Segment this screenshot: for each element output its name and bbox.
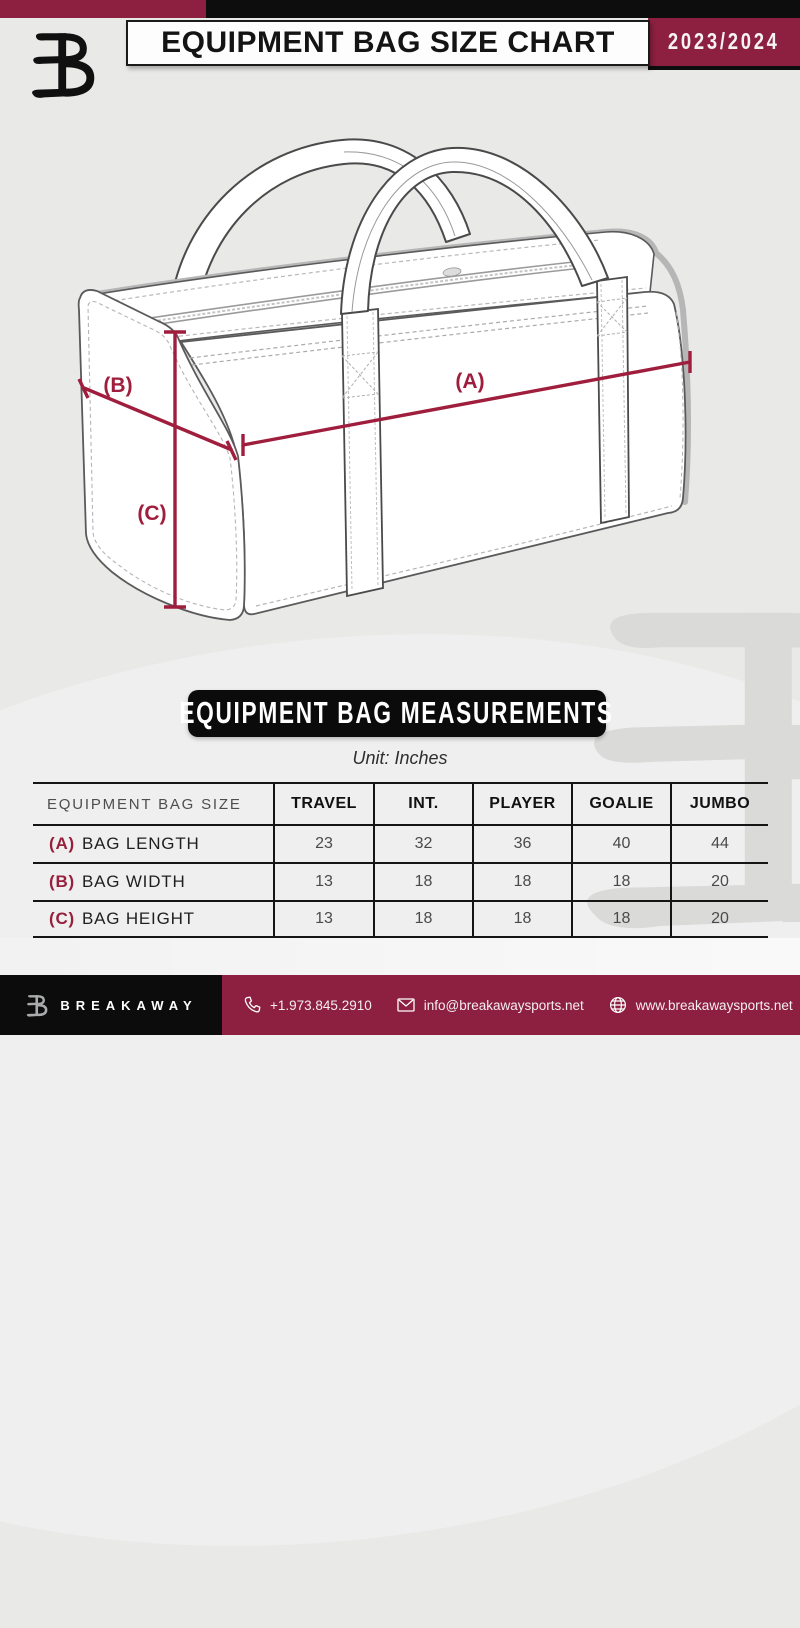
phone-number: +1.973.845.2910: [270, 997, 372, 1013]
value-cell: 23: [273, 824, 373, 862]
season-badge: [648, 18, 800, 66]
column-header-int: INT.: [373, 782, 472, 824]
brand-logo-icon-footer: [24, 988, 50, 1022]
column-header-player: PLAYER: [472, 782, 571, 824]
measurements-banner: [179, 690, 615, 737]
value-cell: 40: [571, 824, 670, 862]
value-cell: 36: [472, 824, 571, 862]
column-header-jumbo: JUMBO: [670, 782, 768, 824]
value-cell: 18: [472, 862, 571, 900]
title-box: [126, 20, 650, 66]
brand-name: BREAKAWAY: [60, 997, 198, 1013]
globe-icon: [608, 995, 628, 1015]
row-label-bag-length: (A) BAG LENGTH: [33, 824, 273, 862]
value-cell: 18: [571, 900, 670, 938]
background-swoosh-footer: [0, 938, 800, 975]
row-label-bag-width: (B) BAG WIDTH: [33, 862, 273, 900]
website-url: www.breakawaysports.net: [635, 997, 793, 1013]
footer-brand-block: [0, 975, 222, 1035]
dimension-label-a: (A): [455, 370, 485, 393]
measurements-banner-title: EQUIPMENT BAG MEASUREMENTS: [179, 696, 615, 730]
size-table: [33, 782, 768, 938]
value-cell: 20: [670, 900, 768, 938]
column-header-goalie: GOALIE: [571, 782, 670, 824]
season-label: 2023/2024: [668, 28, 780, 55]
phone-contact[interactable]: [242, 995, 372, 1015]
duffel-bag-illustration: [0, 120, 800, 690]
value-cell: 13: [273, 862, 373, 900]
footer: [0, 975, 800, 1035]
header-black-strip: [206, 0, 800, 18]
value-cell: 32: [373, 824, 472, 862]
value-cell: 20: [670, 862, 768, 900]
row-key: (C): [49, 909, 75, 928]
value-cell: 18: [472, 900, 571, 938]
dimension-label-b: (B): [103, 374, 133, 397]
email-address: info@breakawaysports.net: [423, 997, 584, 1013]
row-key: (A): [49, 834, 75, 853]
table-header-size: EQUIPMENT BAG SIZE: [33, 782, 273, 824]
value-cell: 18: [373, 862, 472, 900]
row-label-bag-height: (C) BAG HEIGHT: [33, 900, 273, 938]
email-icon: [396, 995, 416, 1015]
value-cell: 13: [273, 900, 373, 938]
unit-note: Unit: Inches: [352, 748, 448, 768]
website-contact[interactable]: [608, 995, 793, 1015]
header-maroon-strip: [0, 0, 206, 18]
bag-diagram: [0, 120, 800, 690]
column-header-travel: TRAVEL: [273, 782, 373, 824]
footer-contacts: [222, 975, 800, 1035]
value-cell: 18: [373, 900, 472, 938]
page-title: EQUIPMENT BAG SIZE CHART: [161, 26, 615, 59]
email-contact[interactable]: [396, 995, 584, 1015]
phone-icon: [242, 995, 262, 1015]
dimension-label-c: (C): [137, 502, 167, 525]
row-key: (B): [49, 872, 75, 891]
value-cell: 44: [670, 824, 768, 862]
value-cell: 18: [571, 862, 670, 900]
brand-logo-icon: [22, 20, 104, 106]
